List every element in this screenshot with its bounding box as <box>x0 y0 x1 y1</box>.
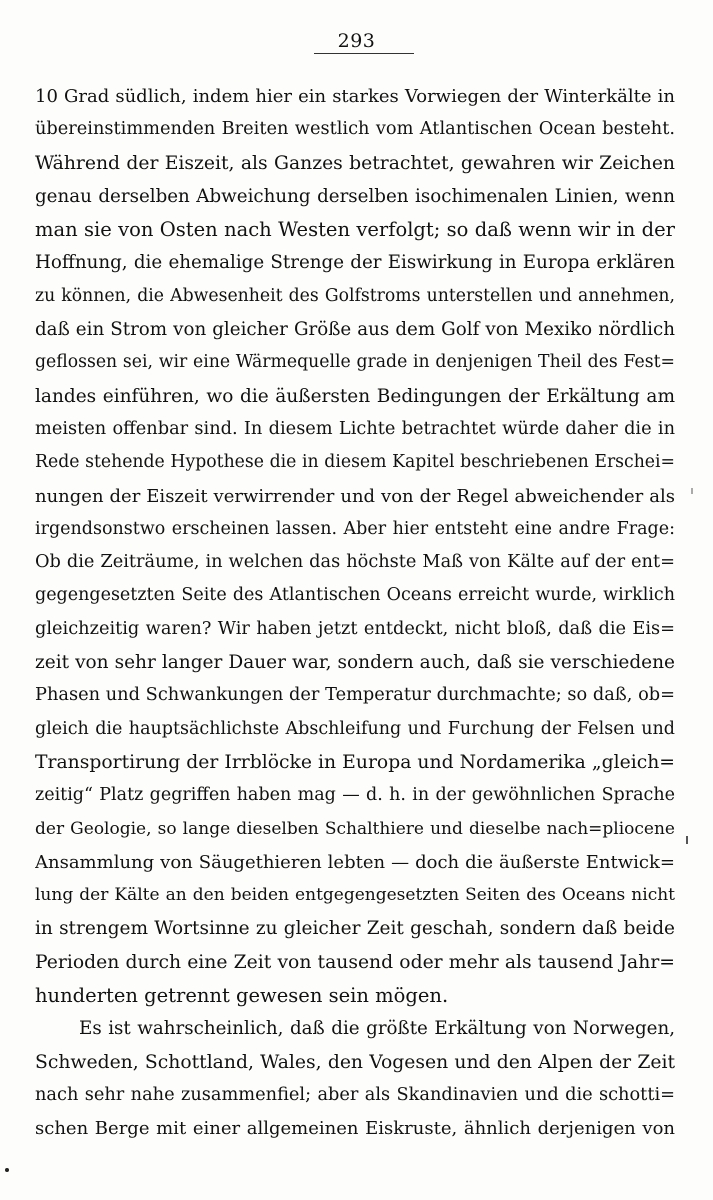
text-line: nungen der Eiszeit verwirrender und von der Regel abweichender als <box>35 485 675 507</box>
margin-mark <box>686 836 688 844</box>
text-line: Während der Eiszeit, als Ganzes betrachtet, gewahren wir Zeichen <box>35 152 675 174</box>
text-line: der Geologie, so lange dieselben Schalthiere und dieselbe nach=pliocene <box>35 818 675 839</box>
text-line: gleichzeitig waren? Wir haben jetzt entdeckt, nicht bloß, daß die Eis= <box>35 618 675 639</box>
text-line: irgendsonstwo erscheinen lassen. Aber hier entsteht eine andre Frage: <box>35 518 675 539</box>
text-line: Es ist wahrscheinlich, daß die größte Erkältung von Norwegen, <box>79 1018 675 1040</box>
text-line: zeit von sehr langer Dauer war, sondern auch, daß sie verschiedene <box>35 652 675 674</box>
text-line: schen Berge mit einer allgemeinen Eiskruste, ähnlich derjenigen von <box>35 1118 675 1140</box>
text-line: Hoffnung, die ehemalige Strenge der Eiswirkung in Europa erklären <box>35 252 675 274</box>
text-line: meisten offenbar sind. In diesem Lichte betrachtet würde daher die in <box>35 418 675 439</box>
margin-speck <box>5 1168 9 1172</box>
text-line: in strengem Wortsinne zu gleicher Zeit geschah, sondern daß beide <box>35 918 675 940</box>
text-line: Perioden durch eine Zeit von tausend oder mehr als tausend Jahr= <box>35 951 675 973</box>
text-line: daß ein Strom von gleicher Größe aus dem Golf von Mexiko nördlich <box>35 319 675 341</box>
text-line: geflossen sei, wir eine Wärmequelle grade in denjenigen Theil des Fest= <box>35 352 675 373</box>
text-line: Transportirung der Irrblöcke in Europa und Nordamerika „gleich= <box>35 751 675 773</box>
text-line: übereinstimmenden Breiten westlich vom Atlantischen Ocean besteht. <box>35 119 675 140</box>
text-line: Ob die Zeiträume, in welchen das höchste Maß von Kälte auf der ent= <box>35 552 675 573</box>
text-line: Schweden, Schottland, Wales, den Vogesen und den Alpen der Zeit <box>35 1051 675 1073</box>
text-line: landes einführen, wo die äußersten Bedingungen der Erkältung am <box>35 385 675 407</box>
margin-mark-faint <box>691 488 693 494</box>
text-line: hunderten getrennt gewesen sein mögen. <box>35 984 449 1008</box>
text-line: gegengesetzten Seite des Atlantischen Oceans erreicht wurde, wirklich <box>35 585 675 606</box>
text-line: zeitig“ Platz gegriffen haben mag — d. h. in der gewöhnlichen Sprache <box>35 785 675 806</box>
text-line: lung der Kälte an den beiden entgegengesetzten Seiten des Oceans nicht <box>35 885 675 906</box>
text-line: nach sehr nahe zusammenfiel; aber als Skandinavien und die schotti= <box>35 1084 675 1105</box>
header-rule <box>314 53 414 54</box>
text-line: gleich die hauptsächlichste Abschleifung und Furchung der Felsen und <box>35 718 675 739</box>
text-line: 10 Grad südlich, indem hier ein starkes Vorwiegen der Winterkälte in <box>35 86 675 107</box>
text-line: Ansammlung von Säugethieren lebten — doch die äußerste Entwick= <box>35 851 675 873</box>
text-line: genau derselben Abweichung derselben isochimenalen Linien, wenn <box>35 185 675 207</box>
text-line: man sie von Osten nach Westen verfolgt; so daß wenn wir in der <box>35 218 675 242</box>
body-text <box>35 80 675 1146</box>
text-line: Rede stehende Hypothese die in diesem Kapitel beschriebenen Erschei= <box>35 452 675 473</box>
text-line: Phasen und Schwankungen der Temperatur durchmachte; so daß, ob= <box>35 685 675 706</box>
page-number: 293 <box>337 30 376 52</box>
text-line: zu können, die Abwesenheit des Golfstroms unterstellen und annehmen, <box>35 285 675 306</box>
